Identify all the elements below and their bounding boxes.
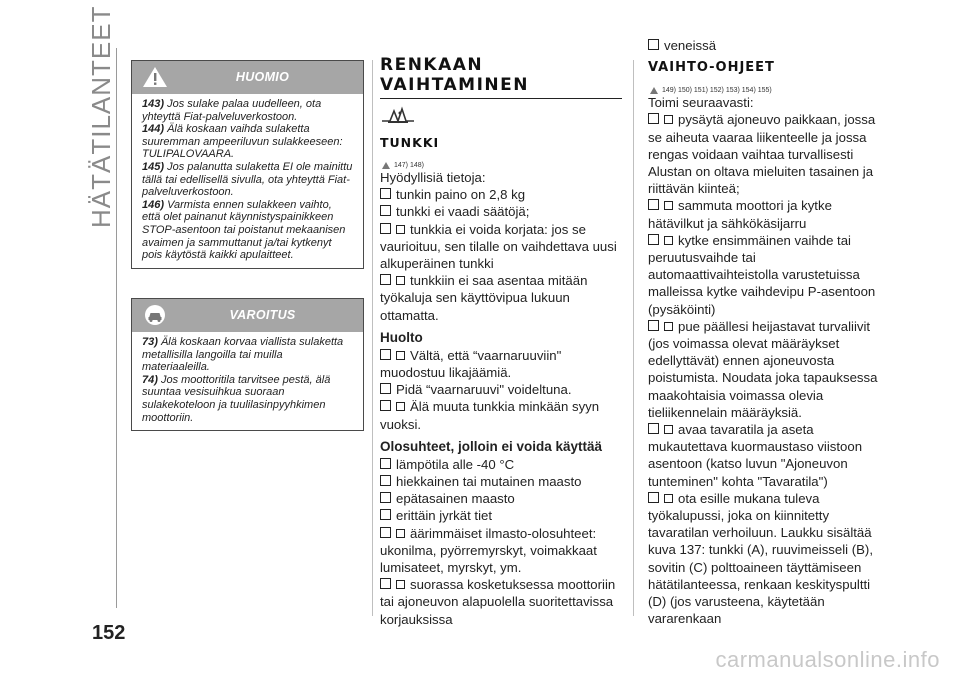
list-item: sammuta moottori ja kytke hätävilkut ja sähkökäsijarru: [648, 197, 888, 231]
note-item: 144) Älä koskaan vaihda sulaketta suuremman ampeeriluvun sulakkeeseen: TULIPALOVAARA.: [142, 123, 343, 161]
column-divider: [372, 60, 373, 616]
vaihto-ohjeet-column: [648, 38, 888, 628]
note-item: 74) Jos moottoritila tarvitsee pestä, älä suuntaa vesisuihkua suoraan sulakekoteloon ja tuulilasinpyyhkimen moottoriin.: [142, 373, 331, 424]
section-heading: VAIHTAMINEN: [380, 75, 529, 95]
list-item: tunkki ei vaadi säätöjä;: [380, 203, 622, 220]
varoitus-body: [132, 332, 363, 430]
huolto-heading: Huolto: [380, 329, 423, 345]
list-item: epätasainen maasto: [380, 490, 622, 507]
list-item: Pidä “vaarnaruuvi" voideltuna.: [380, 381, 622, 398]
list-item: tunkkia ei voida korjata: jos se vaurioituu, sen tilalle on vaihdettava uusi alkuperäinen tunkki: [380, 221, 622, 273]
heading-rule: [380, 98, 622, 99]
list-item: äärimmäiset ilmasto-olosuhteet: ukonilma, pyörremyrskyt, voimakkaat lumisateet, myrskyt, ym.: [380, 525, 622, 577]
huomio-body: [132, 94, 363, 268]
list-item: tunkin paino on 2,8 kg: [380, 186, 622, 203]
section-heading: RENKAAN: [380, 55, 484, 75]
list-item: tunkkiin ei saa asentaa mitään työkaluja sen käyttövipua lukuun ottamatta.: [380, 272, 622, 324]
column-divider: [633, 60, 634, 616]
side-divider: [116, 48, 117, 608]
section-title: HÄTÄTILANTEET: [86, 5, 116, 228]
vaihto-ohjeet-heading: VAIHTO-OHJEET: [648, 60, 775, 76]
varoitus-box: [131, 298, 364, 431]
list-item: veneissä: [648, 37, 888, 54]
list-item: lämpötila alle -40 °C: [380, 456, 622, 473]
renkaan-vaihtaminen-column: [380, 55, 622, 628]
list-item: suorassa kosketuksessa moottoriin tai ajoneuvon alapuolella suoritettavissa korjauksissa: [380, 576, 622, 628]
list-item: pue päällesi heijastavat turvaliivit (jos voimassa olevat määräykset edellyttävät) ennen ajoneuvosta poistumista. Noudata joka tapauksessa maakohtaisia voimassa olevia tieliikennelain määräyksiä.: [648, 318, 888, 421]
tunkki-heading: TUNKKI: [380, 135, 440, 150]
list-item: avaa tavaratila ja aseta mukautettava kuormaustaso viistoon asentoon (katso luvun "Ajoneuvon tunteminen" kohta "Tavaratila"): [648, 421, 888, 490]
intro-text: Hyödyllisiä tietoja:: [380, 170, 486, 185]
list-item: hiekkainen tai mutainen maasto: [380, 473, 622, 490]
warning-refs: 149) 150) 151) 152) 153) 154) 155): [662, 87, 772, 95]
jack-tool-icon: [380, 105, 416, 125]
note-item: 143) Jos sulake palaa uudelleen, ota yhteyttä Fiat-palveluverkostoon.: [142, 98, 322, 123]
list-item: kytke ensimmäinen vaihde tai peruutusvaihde tai automaattivaihteistolla varustetuissa malleissa kytke vaihdevipu P-asentoon (pysäköinti): [648, 232, 888, 318]
list-item: ota esille mukana tuleva työkalupussi, joka on kiinnitetty tavaratilan verhoiluun. Laukku sisältää kuva 137: tunkki (A), ruuvimeisseli (B), sovitin (C) polttoaineen täyttämiseen hätätilanteessa, renkaan keskityspultti (D) (jos varusteena, käytetään vararenkaan: [648, 490, 888, 628]
page-number: 152: [92, 622, 126, 644]
huomio-box: [131, 60, 364, 269]
warning-refs: 147) 148): [394, 162, 424, 169]
section-side-tab: [86, 5, 116, 228]
list-item: erittäin jyrkät tiet: [380, 507, 622, 524]
varoitus-header: [132, 299, 363, 332]
list-item: Älä muuta tunkkia minkään syyn vuoksi.: [380, 398, 622, 432]
note-item: 145) Jos palanutta sulaketta EI ole mainittu tällä tai edellisellä sivulla, ota yhteyttä Fiat-palveluverkostoon.: [142, 160, 353, 199]
note-item: 73) Älä koskaan korvaa viallista sulaketta metallisilla langoilla tai muilla materiaaleilla.: [142, 336, 344, 374]
note-item: 146) Varmista ennen sulakkeen vaihto, että olet painanut käynnistyspainikkeen STOP-asentoon tai poistanut mekaanisen avaimen ja sammuttanut ja/tai kytkenyt pois käytöstä kaikki apulaitteet.: [142, 198, 346, 262]
varoitus-title: VAROITUS: [229, 308, 296, 322]
olosuhteet-heading: Olosuhteet, jolloin ei voida käyttää: [380, 438, 603, 454]
list-item: Vältä, että “vaarnaruuviin" muodostuu likajäämiä.: [380, 347, 622, 381]
watermark: carmanualsonline.info: [715, 647, 940, 672]
huomio-title: HUOMIO: [235, 70, 290, 84]
huomio-header: [132, 61, 363, 94]
list-item: pysäytä ajoneuvo paikkaan, jossa se aiheuta vaaraa liikenteelle ja jossa rengas voidaan vaihtaa turvallisesti Alustan on oltava mieluiten tasainen ja riittävän kiinteä;: [648, 111, 888, 197]
intro-text: Toimi seuraavasti:: [648, 95, 754, 111]
